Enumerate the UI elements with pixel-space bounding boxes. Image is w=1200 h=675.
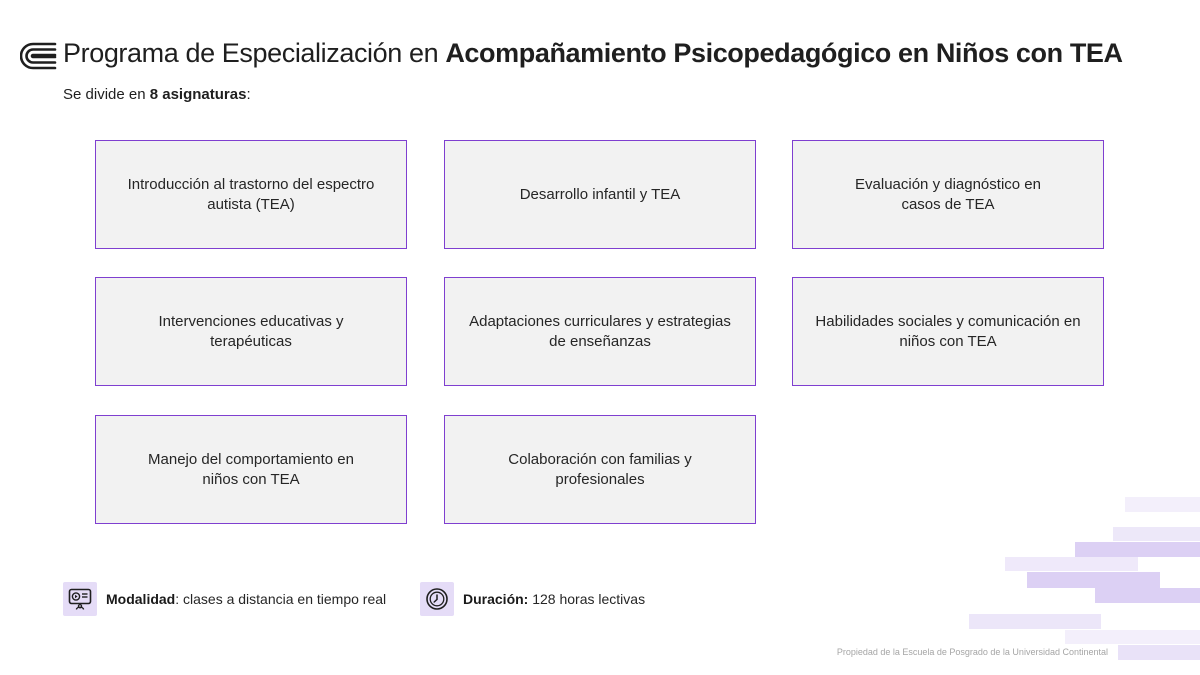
subtitle-prefix: Se divide en — [63, 86, 150, 103]
course-title: Manejo del comportamiento en niños con TEA — [148, 450, 354, 488]
page-title — [63, 38, 1123, 69]
modality-text — [106, 591, 386, 607]
duration-value: 128 horas lectivas — [528, 591, 646, 607]
video-class-icon — [63, 582, 97, 616]
course-card-6 — [792, 277, 1104, 386]
modality-label: Modalidad — [106, 591, 176, 607]
footer-copyright: Propiedad de la Escuela de Posgrado de la Universidad Continental — [836, 647, 1108, 657]
title-regular: Programa de Especialización en — [63, 38, 446, 68]
subtitle-suffix: : — [246, 86, 251, 103]
duration-info — [420, 582, 645, 616]
course-card-7 — [95, 415, 407, 524]
course-card-1 — [95, 140, 407, 249]
subtitle — [63, 86, 251, 103]
course-title: Introducción al trastorno del espectro autista (TEA) — [127, 175, 375, 213]
course-title: Intervenciones educativas y terapéuticas — [158, 312, 344, 350]
course-title: Desarrollo infantil y TEA — [519, 185, 681, 203]
title-bold: Acompañamiento Psicopedagógico en Niños con TEA — [445, 38, 1123, 68]
course-card-8 — [444, 415, 756, 524]
brand-logo-icon — [20, 42, 58, 70]
modality-value: : clases a distancia en tiempo real — [175, 591, 387, 607]
course-card-5 — [444, 277, 756, 386]
course-card-3 — [792, 140, 1104, 249]
course-title: Habilidades sociales y comunicación en niños con TEA — [815, 312, 1081, 350]
course-title: Adaptaciones curriculares y estrategias de enseñanzas — [469, 312, 731, 350]
course-title: Colaboración con familias y profesionales — [508, 450, 692, 488]
duration-text — [463, 591, 645, 607]
modality-info — [63, 582, 386, 616]
subtitle-count: 8 asignaturas — [149, 86, 247, 103]
course-card-4 — [95, 277, 407, 386]
duration-label: Duración: — [463, 591, 529, 607]
course-card-2 — [444, 140, 756, 249]
clock-icon — [420, 582, 454, 616]
course-title: Evaluación y diagnóstico en casos de TEA — [855, 175, 1041, 213]
